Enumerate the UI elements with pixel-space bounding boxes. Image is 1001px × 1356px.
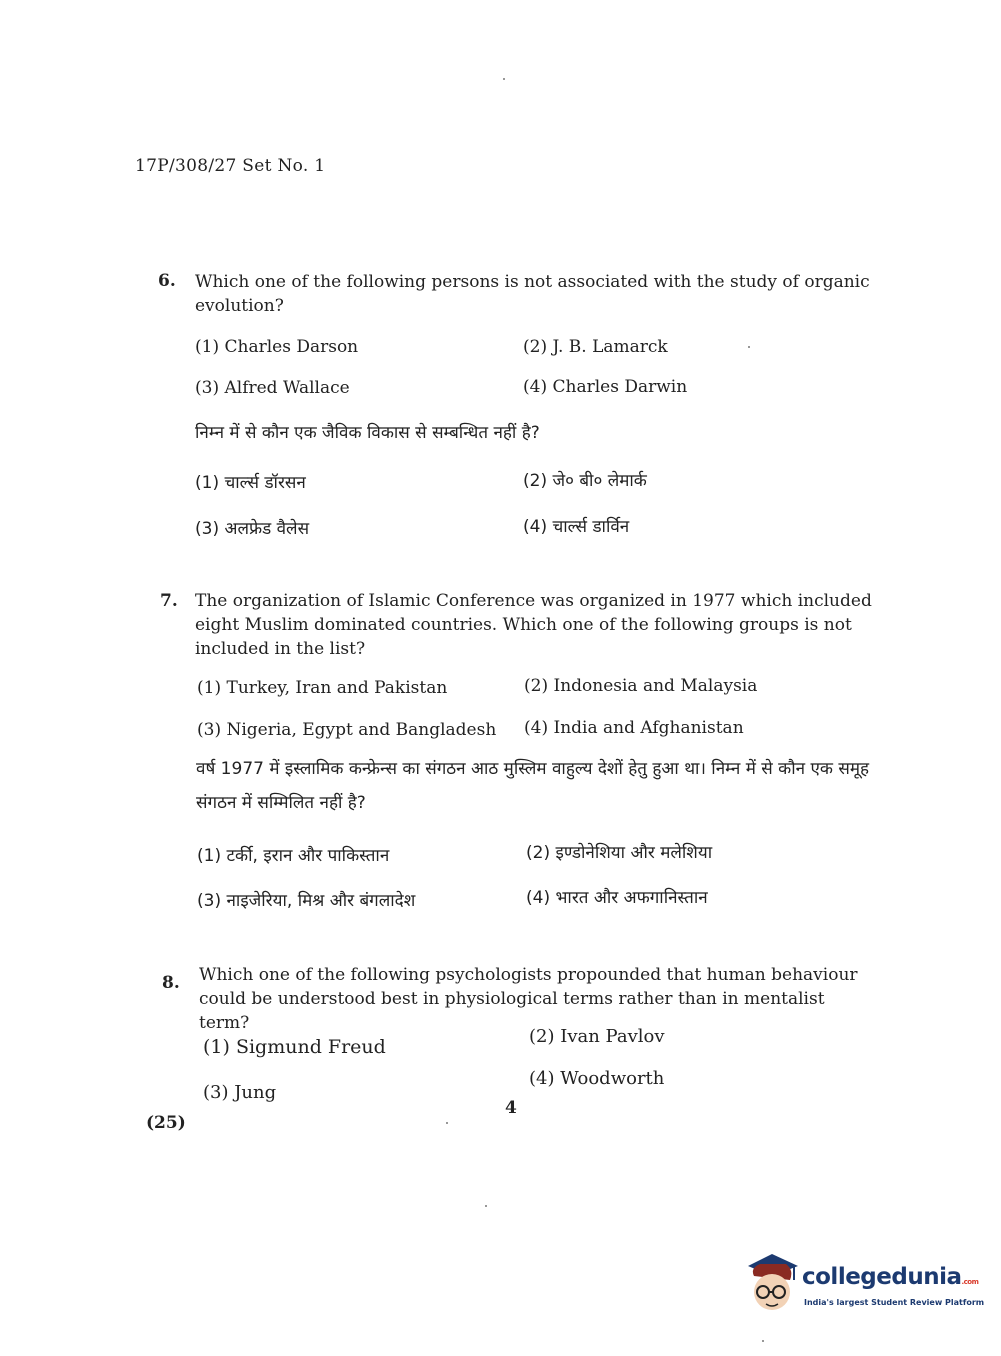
option: (3) Jung [203,1082,277,1103]
option-hi: (4) भारत और अफगानिस्तान [526,888,708,908]
option: (2) Indonesia and Malaysia [524,676,758,696]
question-number: 6. [158,271,176,291]
option-hi: (3) नाइजेरिया, मिश्र और बंगलादेश [197,891,416,911]
question-text-en: The organization of Islamic Conference was organized in 1977 which included eight Muslim dominated countries. Which one of the following groups is not included in the list? [195,591,872,659]
option: (2) Ivan Pavlov [529,1026,665,1047]
option: (3) Alfred Wallace [195,378,350,398]
scan-speck [748,346,750,348]
question-number: 8. [162,973,180,993]
option: (4) India and Afghanistan [524,718,744,738]
option-hi: (1) चार्ल्स डॉरसन [195,473,306,493]
option-hi: (2) जे० बी० लेमार्क [523,471,647,491]
question-text-hi: निम्न में से कौन एक जैविक विकास से सम्बन्धित नहीं है? [195,423,540,443]
question-text-en: Which one of the following persons is not associated with the study of organic evolution? [195,272,870,316]
option: (1) Turkey, Iran and Pakistan [197,678,448,698]
option-hi: (2) इण्डोनेशिया और मलेशिया [526,843,713,863]
question-text-en: Which one of the following psychologists propounded that human behaviour could be understood best in physiological terms rather than in mentalist term? [199,965,858,1033]
paper-code: 17P/308/27 Set No. 1 [135,156,326,176]
option: (4) Charles Darwin [523,377,688,397]
option: (4) Woodworth [529,1068,665,1089]
option-hi: (4) चार्ल्स डार्विन [523,517,630,537]
option: (1) Sigmund Freud [203,1036,386,1058]
scan-speck [762,1340,764,1342]
logo-tagline: India's largest Student Review Platform [804,1298,985,1307]
scan-speck [446,1122,448,1124]
option-hi: (1) टर्की, इरान और पाकिस्तान [197,846,390,866]
scan-speck [503,78,505,80]
question-count: (25) [146,1113,186,1133]
logo-wordmark: collegedunia.com [802,1264,979,1290]
option-hi: (3) अलफ्रेड वैलेस [195,519,310,539]
mascot-icon [744,1250,800,1314]
collegedunia-logo [744,1250,985,1320]
page-number: 4 [505,1098,517,1118]
scan-speck [485,1205,487,1207]
option: (1) Charles Darson [195,337,359,357]
question-number: 7. [160,591,178,611]
option: (3) Nigeria, Egypt and Bangladesh [197,720,497,740]
option: (2) J. B. Lamarck [523,337,668,357]
question-text-hi: वर्ष 1977 में इस्लामिक कन्फ्रेन्स का संगठन आठ मुस्लिम वाहुल्य देशों हेतु हुआ था। निम्न में से कौन एक समूह संगठन में सम्मिलित नहीं है? [196,759,870,813]
